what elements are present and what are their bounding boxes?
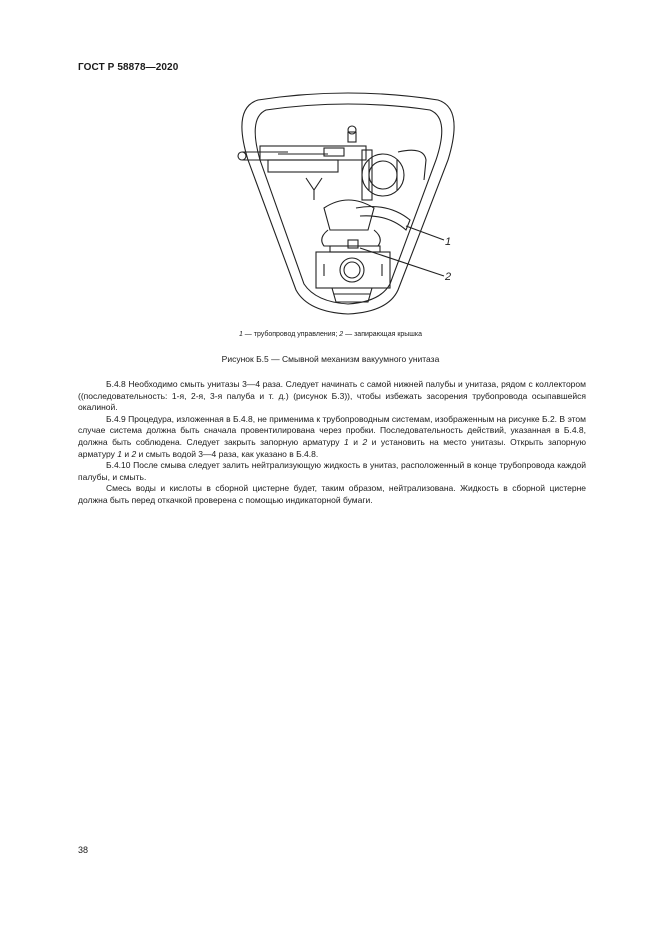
document-header: ГОСТ Р 58878—2020 — [78, 62, 179, 73]
paragraph-b49: Б.4.9 Процедура, изложенная в Б.4.8, не применима к трубопроводным системам, изображенным на рисунке Б.2. В этом случае система должна быть сначала провентилирована через пробки. Последовательность действий, указанная в Б.4.8, должна быть соблюдена. Следует закрыть запорную арматуру 1 и 2 и установить на место унитазы. Открыть запорную арматуру 1 и 2 и смыть водой 3—4 раза, как указано в Б.4.8. — [78, 413, 586, 459]
figure-callout-2: 2 — [445, 271, 452, 283]
legend-text: — трубопровод управления; — [242, 331, 340, 338]
figure-caption: Рисунок Б.5 — Смывной механизм вакуумного унитаза — [221, 354, 440, 364]
paragraph-b48: Б.4.8 Необходимо смыть унитазы 3—4 раза. Следует начинать с самой нижней палубы и унитаза, рядом с коллектором ((последовательность: 1-я, 2-я, 3-я палуба и т. д.) (рисунок Б.3)), чтобы избежать засорения трубопровода осыпавшейся окалиной. — [78, 379, 586, 413]
legend-number: 2 — [339, 331, 344, 338]
figure-legend — [0, 331, 661, 338]
figure-callout-1: 1 — [445, 236, 452, 248]
paragraph-b410: Б.4.10 После смыва следует залить нейтрализующую жидкость в унитаз, расположенный в конце трубопровода каждой палубы, и смыть. — [78, 460, 586, 482]
legend-number: 1 — [238, 331, 243, 338]
page-number: 38 — [78, 845, 89, 855]
legend-text: — запирающая крышка — [343, 331, 423, 338]
paragraph-neutralization: Смесь воды и кислоты в сборной цистерне будет, таким образом, нейтрализована. Жидкость в сборной цистерне должна быть перед откачкой проверена с помощью индикаторной бумаги. — [78, 483, 586, 505]
body-text — [78, 379, 586, 507]
vacuum-toilet-flush-mechanism-drawing — [228, 90, 468, 322]
